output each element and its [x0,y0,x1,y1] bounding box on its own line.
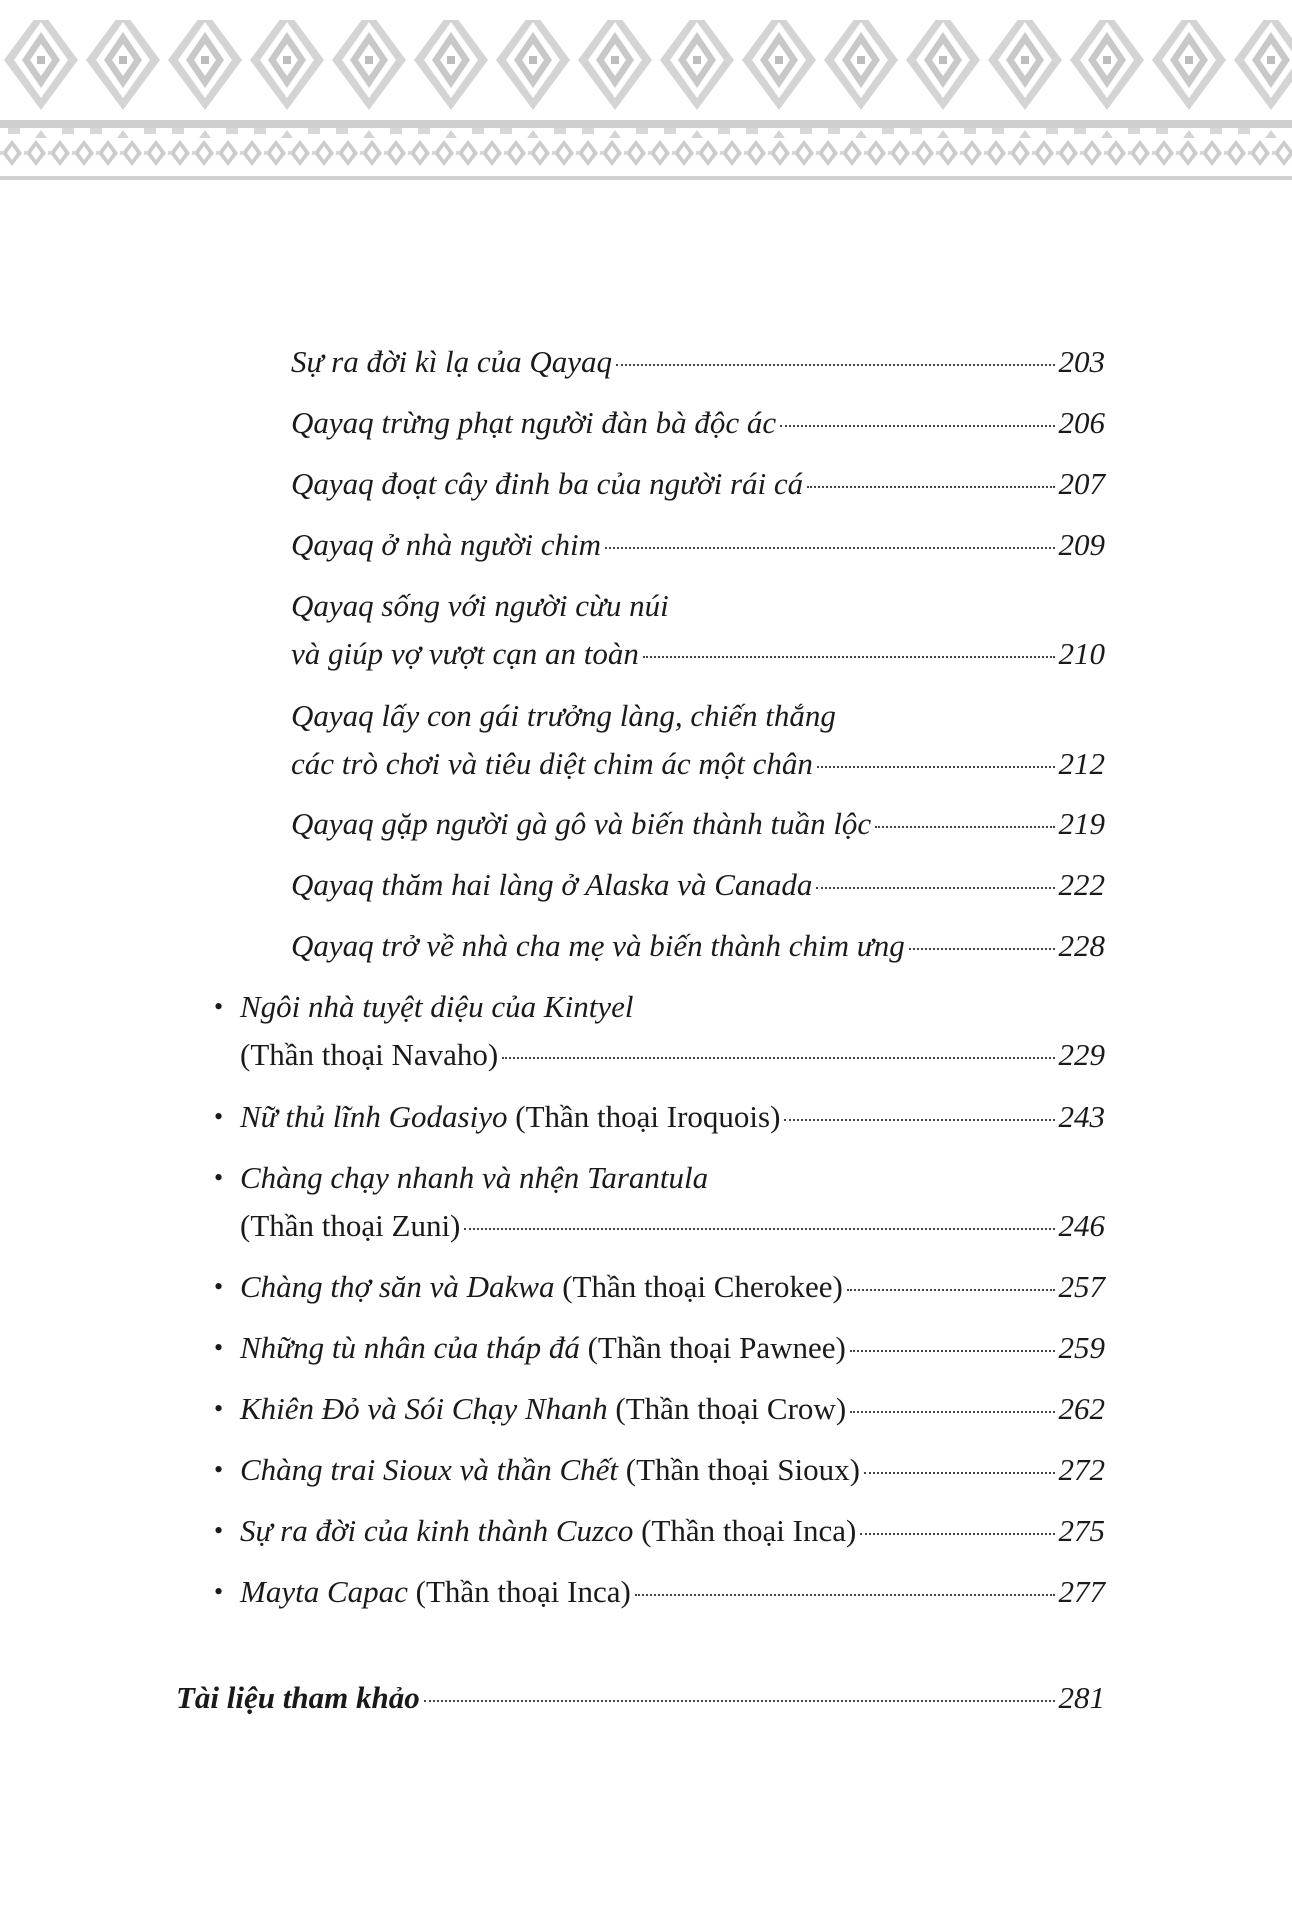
decorative-banner [0,0,1292,182]
bullet-icon: • [214,1577,224,1606]
bullet-icon: • [214,1272,224,1301]
toc-entry[interactable]: • Sự ra đời của kinh thành Cuzco (Thần thoại Inca) 275 [240,1507,1105,1555]
toc-entry[interactable]: Qayaq trở về nhà cha mẹ và biến thành chim ưng 228 [291,928,1105,963]
toc-entry[interactable]: • Chàng trai Sioux và thần Chết (Thần thoại Sioux) 272 [240,1446,1105,1494]
bullet-icon: • [214,1455,224,1484]
bullet-icon: • [214,1333,224,1362]
toc-entry[interactable]: Qayaq trừng phạt người đàn bà độc ác 206 [291,405,1105,440]
toc-entry[interactable]: Qayaq lấy con gái trưởng làng, chiến thắng các trò chơi và tiêu diệt chim ác một chân 212 [291,698,1105,781]
toc-entry[interactable]: Qayaq gặp người gà gô và biến thành tuần lộc 219 [291,806,1105,841]
toc-entry[interactable]: • Chàng thợ săn và Dakwa (Thần thoại Cherokee) 257 [240,1263,1105,1311]
toc-entry[interactable]: • Ngôi nhà tuyệt diệu của Kintyel (Thần thoại Navaho) 229 [240,983,1105,1079]
bullet-icon: • [214,1394,224,1423]
bullet-icon: • [214,992,224,1021]
toc-entry[interactable]: Qayaq ở nhà người chim 209 [291,527,1105,562]
bullet-icon: • [214,1163,224,1192]
toc-entry[interactable]: • Nữ thủ lĩnh Godasiyo (Thần thoại Iroquois) 243 [240,1093,1105,1141]
toc-entry[interactable]: • Chàng chạy nhanh và nhện Tarantula (Thần thoại Zuni) 246 [240,1154,1105,1250]
tribal-pattern-icon [0,0,1292,182]
toc-entry[interactable]: Qayaq sống với người cừu núi và giúp vợ vượt cạn an toàn 210 [291,588,1105,671]
toc-entry-references[interactable]: Tài liệu tham khảo 281 [176,1680,1105,1715]
toc-entry[interactable]: Sự ra đời kì lạ của Qayaq 203 [291,344,1105,379]
toc-entry[interactable]: • Mayta Capac (Thần thoại Inca) 277 [240,1568,1105,1616]
toc-entry[interactable]: • Khiên Đỏ và Sói Chạy Nhanh (Thần thoại Crow) 262 [240,1385,1105,1433]
toc-entry[interactable]: • Những tù nhân của tháp đá (Thần thoại Pawnee) 259 [240,1324,1105,1372]
toc-entry[interactable]: Qayaq đoạt cây đinh ba của người rái cá 207 [291,466,1105,501]
toc-entry[interactable]: Qayaq thăm hai làng ở Alaska và Canada 222 [291,867,1105,902]
bullet-icon: • [214,1516,224,1545]
bullet-icon: • [214,1102,224,1131]
